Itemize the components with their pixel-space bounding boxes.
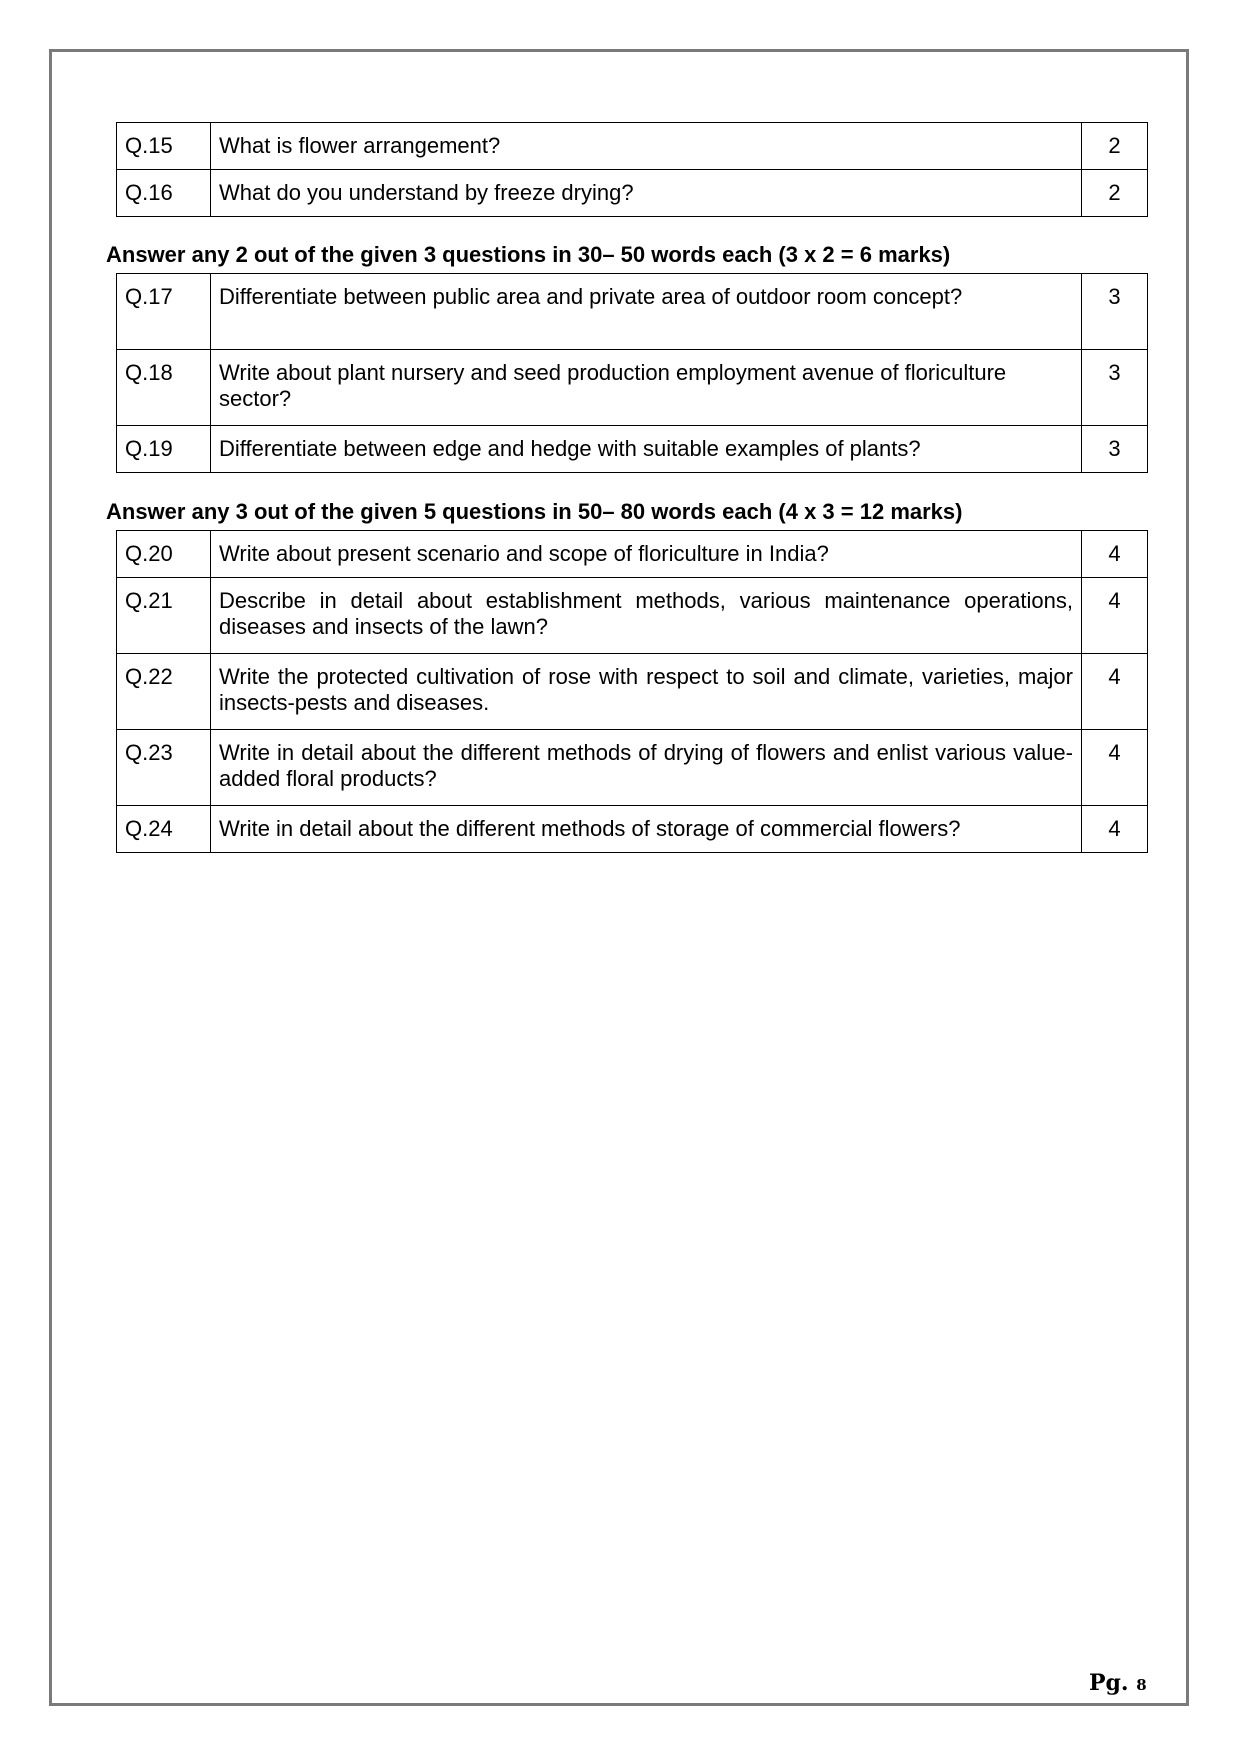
question-marks: 4 [1082, 654, 1148, 730]
question-number: Q.19 [117, 426, 211, 473]
table-row [117, 806, 1148, 853]
question-text: Write about present scenario and scope of floriculture in India? [211, 531, 1082, 578]
question-text: Differentiate between edge and hedge with suitable examples of plants? [211, 426, 1082, 473]
page-label: Pg. [1089, 1670, 1129, 1696]
question-number: Q.21 [117, 578, 211, 654]
table-row [117, 123, 1148, 170]
question-marks: 2 [1082, 123, 1148, 170]
question-number: Q.23 [117, 730, 211, 806]
question-table-short [116, 122, 1148, 217]
question-number: Q.24 [117, 806, 211, 853]
question-marks: 4 [1082, 806, 1148, 853]
question-text: Write the protected cultivation of rose with respect to soil and climate, varieties, major insects-pests and diseases. [211, 654, 1082, 730]
question-marks: 2 [1082, 170, 1148, 217]
question-number: Q.16 [117, 170, 211, 217]
question-text: What do you understand by freeze drying? [211, 170, 1082, 217]
question-text: Write about plant nursery and seed production employment avenue of floriculture sector? [211, 350, 1082, 426]
question-number: Q.22 [117, 654, 211, 730]
question-marks: 4 [1082, 578, 1148, 654]
question-text: Differentiate between public area and private area of outdoor room concept? [211, 274, 1082, 350]
section-heading-4-marks: Answer any 3 out of the given 5 questions in 50– 80 words each (4 x 3 = 12 marks) [106, 499, 963, 524]
question-table-3-marks [116, 273, 1148, 473]
section-heading-3-marks: Answer any 2 out of the given 3 questions in 30– 50 words each (3 x 2 = 6 marks) [106, 242, 951, 267]
question-text: Describe in detail about establishment methods, various maintenance operations, diseases and insects of the lawn? [211, 578, 1082, 654]
table-row [117, 730, 1148, 806]
table-row [117, 350, 1148, 426]
question-table-4-marks [116, 530, 1148, 853]
page-number [1089, 1670, 1147, 1696]
table-row [117, 531, 1148, 578]
table-row [117, 654, 1148, 730]
question-number: Q.15 [117, 123, 211, 170]
question-marks: 3 [1082, 350, 1148, 426]
page-number-value: 8 [1136, 1676, 1147, 1694]
table-row [117, 578, 1148, 654]
question-number: Q.17 [117, 274, 211, 350]
question-marks: 3 [1082, 426, 1148, 473]
question-marks: 3 [1082, 274, 1148, 350]
question-text: What is flower arrangement? [211, 123, 1082, 170]
table-row [117, 170, 1148, 217]
question-number: Q.18 [117, 350, 211, 426]
question-text: Write in detail about the different methods of drying of flowers and enlist various value-added floral products? [211, 730, 1082, 806]
question-marks: 4 [1082, 730, 1148, 806]
question-text: Write in detail about the different methods of storage of commercial flowers? [211, 806, 1082, 853]
question-number: Q.20 [117, 531, 211, 578]
table-row [117, 426, 1148, 473]
table-row [117, 274, 1148, 350]
question-marks: 4 [1082, 531, 1148, 578]
